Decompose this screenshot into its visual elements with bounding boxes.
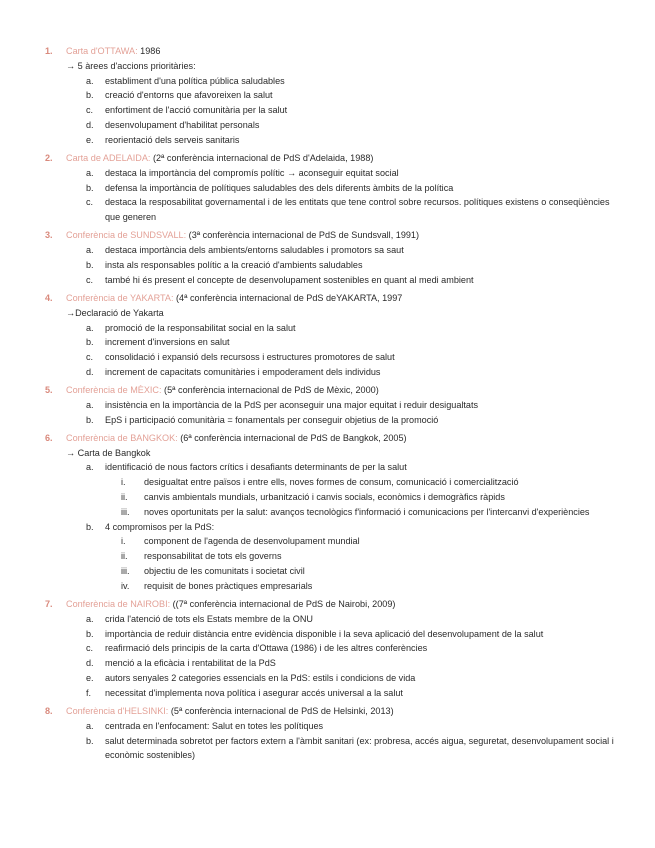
item-list [86,612,627,701]
item-letter: d. [86,366,94,377]
section-number: 2. [45,152,53,163]
list-item [86,258,627,273]
subitem-text: responsabilitat de tots els governs [144,551,282,562]
section-number: 1. [45,46,53,56]
item-text: insistència en la importància de la PdS per aconseguir una major equitat i reduir desigualtats [105,399,479,410]
subitem-numeral: ii. [121,551,128,562]
item-letter: a. [86,322,94,333]
subitem-text: objectiu de les comunitats i societat civil [144,566,305,577]
item-list [86,166,627,225]
section-heading [45,383,627,398]
item-letter: f. [86,687,92,698]
section-number: 4. [45,292,53,303]
section-title: Conferència de YAKARTA: [66,292,174,303]
list-item [86,656,627,671]
sub-list-item [117,505,627,520]
item-letter: b. [86,414,94,425]
section-heading [45,431,627,446]
section-number: 6. [45,432,53,443]
item-letter: b. [86,182,94,193]
list-item [86,273,627,288]
item-list [86,243,627,287]
section-description: (4ª conferència internacional de PdS deYAKARTA, 1997 [173,292,403,303]
list-item [86,398,627,413]
item-letter: a. [86,245,94,256]
section [45,44,627,148]
list-item [86,103,627,118]
section-heading [45,291,627,306]
section-description: (3ª conferència internacional de PdS de Sundsvall, 1991) [186,230,420,241]
item-letter: b. [86,521,94,532]
section-heading [45,597,627,612]
subitem-text: desigualtat entre països i entre ells, noves formes de consum, comunicació i comercialització [144,477,519,488]
item-text: consolidació i expansió dels recursoss i estructures promotores de salut [105,352,395,363]
list-item [86,74,627,89]
item-text: increment d'inversions en salut [105,337,230,348]
item-letter: c. [86,274,94,285]
list-item [86,335,627,350]
sub-list-item [117,475,627,490]
section-description: (5ª conferència internacional de PdS de Helsinki, 2013) [168,706,394,716]
sub-list-item [117,490,627,505]
item-letter: c. [86,197,94,208]
list-item [86,88,627,103]
item-text: autors senyales 2 categories essencials en la PdS: estils i condicions de vida [105,673,416,684]
list-item [86,181,627,196]
item-text: destaca importància dels ambients/entorns saludables i promotors sa saut [105,245,404,256]
item-letter: c. [86,105,94,116]
section-number: 5. [45,385,53,396]
list-item [86,612,627,627]
section [45,151,627,225]
item-letter: a. [86,167,94,178]
list-item [86,641,627,656]
sub-list-item [117,549,627,564]
item-text: crida l'atenció de tots els Estats membre de la ONU [105,613,313,624]
section-heading [45,228,627,243]
subitem-list [117,475,627,519]
item-list [86,460,627,593]
item-text: necessitat d'implementa nova política i asegurar accés universal a la salut [105,687,403,698]
list-item [86,413,627,428]
section [45,228,627,287]
subitem-numeral: iii. [121,506,130,517]
item-letter: a. [86,462,94,473]
sub-list-item [117,579,627,594]
item-letter: d. [86,119,94,130]
subitem-text: canvis ambientals mundials, urbanització i canvis socials, econòmics i demogràfics ràpids [144,492,505,503]
item-text: promoció de la responsabilitat social en la salut [105,322,296,333]
section [45,291,627,380]
section-number: 3. [45,230,53,241]
section [45,597,627,701]
section-heading [45,704,627,719]
section-title: Conferència d'HELSINKI: [66,706,169,716]
item-list [86,74,627,148]
item-text: insta als responsables polític a la creació d'ambients saludables [105,259,363,270]
item-text: també hi és present el concepte de desenvolupament sostenibles en quant al medi ambient [105,274,474,285]
section-number: 7. [45,599,53,610]
item-letter: b. [86,735,94,746]
section-title: Carta d'OTTAWA: [66,46,138,56]
item-letter: c. [86,352,94,363]
item-letter: b. [86,259,94,270]
item-text: enfortiment de l'acció comunitària per la salut [105,105,288,116]
item-letter: e. [86,134,94,145]
item-letter: c. [86,643,94,654]
item-text: defensa la importància de polítiques saludables des dels diferents àmbits de la política [105,182,454,193]
item-text: EpS i participació comunitària = fonamentals per conseguir objetius de la promoció [105,414,439,425]
item-text: reafirmació dels principis de la carta d'Ottawa (1986) i de les altres conferències [105,643,428,654]
subitem-numeral: ii. [121,492,128,503]
item-letter: b. [86,90,94,101]
sub-list-item [117,564,627,579]
item-text: establiment d'una política pública saludables [105,75,285,86]
item-list [86,321,627,380]
item-letter: b. [86,628,94,639]
section-title: Conferència de BANGKOK: [66,432,178,443]
list-item [86,118,627,133]
subitem-text: noves oportunitats per la salut: avanços tecnològics f'informació i comunicacions per l'intercanvi d'experiències [144,506,590,517]
item-letter: a. [86,75,94,86]
section [45,704,627,763]
sub-list-item [117,534,627,549]
item-text: reorientació dels serveis sanitaris [105,134,240,145]
section-description: (6ª conferència internacional de PdS de Bangkok, 2005) [177,432,407,443]
list-item [86,686,627,701]
item-text: importància de reduir distància entre evidència disponible i la seva aplicació del desenvolupament de la salut [105,628,544,639]
section-intro: →Declaració de Yakarta [66,307,164,318]
list-item [86,365,627,380]
list-item [86,719,627,734]
section-description: (5ª conferència internacional de PdS de Mèxic, 2000) [161,385,379,396]
list-item [86,671,627,686]
item-list [86,398,627,428]
section-number: 8. [45,706,53,716]
section-title: Carta de ADELAIDA: [66,152,151,163]
item-text: salut determinada sobretot per factors extern a l'àmbit sanitari (ex: probresa, accés aigua, seguretat, desenvolupament social i econòmic sostenibles) [105,735,614,761]
section [45,431,627,594]
subitem-text: requisit de bones pràctiques empresarials [144,580,313,591]
item-text: increment de capacitats comunitàries i empoderament dels individus [105,366,381,377]
list-item [86,350,627,365]
item-text: desenvolupament d'habilitat personals [105,119,260,130]
subitem-numeral: i. [121,477,126,488]
section-heading [45,44,627,59]
section-description: 1986 [137,46,161,56]
item-letter: b. [86,337,94,348]
item-text: destaca la resposabilitat governamental i de les entitats que tene control sobre recursos. polítiques existens o conseqüències que generen [105,197,610,223]
section-description: (2ª conferència internacional de PdS d'Adelaida, 1988) [150,152,374,163]
subitem-list [117,534,627,593]
section-title: Conferència de MÈXIC: [66,385,162,396]
section-intro: → Carta de Bangkok [66,447,151,458]
item-text: identificació de nous factors crítics i desafiants determinants de per la salut [105,462,407,473]
list-item [86,460,627,519]
item-text: 4 compromisos per la PdS: [105,521,215,532]
item-text: destaca la importància del compromís polític → aconseguir equitat social [105,167,399,178]
section [45,383,627,427]
list-item [86,520,627,594]
item-text: creació d'entorns que afavoreixen la salut [105,90,273,101]
list-item [86,243,627,258]
section-description: ((7ª conferència internacional de PdS de Nairobi, 2009) [170,599,396,610]
subitem-numeral: i. [121,536,126,547]
item-letter: d. [86,658,94,669]
list-item [86,627,627,642]
list-item [86,195,627,225]
item-letter: e. [86,673,94,684]
section-title: Conferència de NAIROBI: [66,599,171,610]
list-item [86,734,627,764]
item-letter: a. [86,613,94,624]
subitem-numeral: iv. [121,580,130,591]
section-title: Conferència de SUNDSVALL: [66,230,187,241]
list-item [86,166,627,181]
subitem-numeral: iii. [121,566,130,577]
item-list [86,719,627,763]
subitem-text: component de l'agenda de desenvolupament mundial [144,536,360,547]
list-item [86,133,627,148]
section-heading [45,151,627,166]
item-letter: a. [86,720,94,731]
section-intro: → 5 àrees d'accions prioritàries: [66,60,196,71]
list-item [86,321,627,336]
item-letter: a. [86,399,94,410]
item-text: centrada en l'enfocament: Salut en totes les polítiques [105,720,324,731]
item-text: menció a la eficàcia i rentabilitat de la PdS [105,658,276,669]
